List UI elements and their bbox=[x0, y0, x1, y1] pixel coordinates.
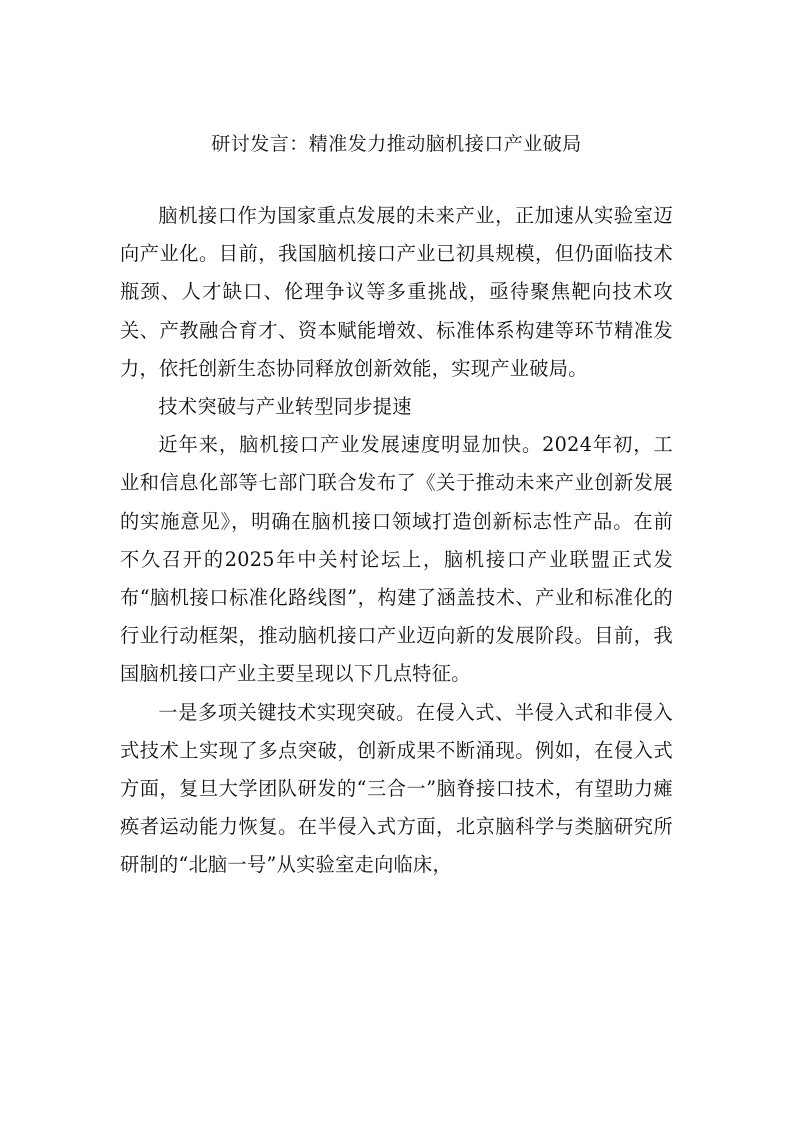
document-title: 研讨发言：精准发力推动脑机接口产业破局 bbox=[211, 133, 582, 155]
paragraph-key-technology: 一是多项关键技术实现突破。在侵入式、半侵入式和非侵入式技术上实现了多点突破，创新成果不断涌现。例如，在侵入式方面，复旦大学团队研发的“三合一”脑脊接口技术，有望助力瘫痪者运动能力恢复。在半侵入式方面，北京脑科学与类脑研究所研制的“北脑一号”从实验室走向临床， bbox=[120, 700, 673, 877]
section-heading: 技术突破与产业转型同步提速 bbox=[158, 395, 412, 419]
paragraph-recent-progress: 近年来，脑机接口产业发展速度明显加快。2024年初，工业和信息化部等七部门联合发布了《关于推动未来产业创新发展的实施意见》，明确在脑机接口领域打造创新标志性产品。在前不久召开的2025年中关村论坛上，脑机接口产业联盟正式发布“脑机接口标准化路线图”，构建了涵盖技术、产业和标准化的行业行动框架，推动脑机接口产业迈向新的发展阶段。目前，我国脑机接口产业主要呈现以下几点特征。 bbox=[120, 433, 673, 686]
document-body bbox=[120, 197, 673, 885]
paragraph-intro: 脑机接口作为国家重点发展的未来产业，正加速从实验室迈向产业化。目前，我国脑机接口产业已初具规模，但仍面临技术瓶颈、人才缺口、伦理争议等多重挑战，亟待聚焦靶向技术攻关、产教融合育才、资本赋能增效、标准体系构建等环节精准发力，依托创新生态协同释放创新效能，实现产业破局。 bbox=[120, 204, 673, 380]
